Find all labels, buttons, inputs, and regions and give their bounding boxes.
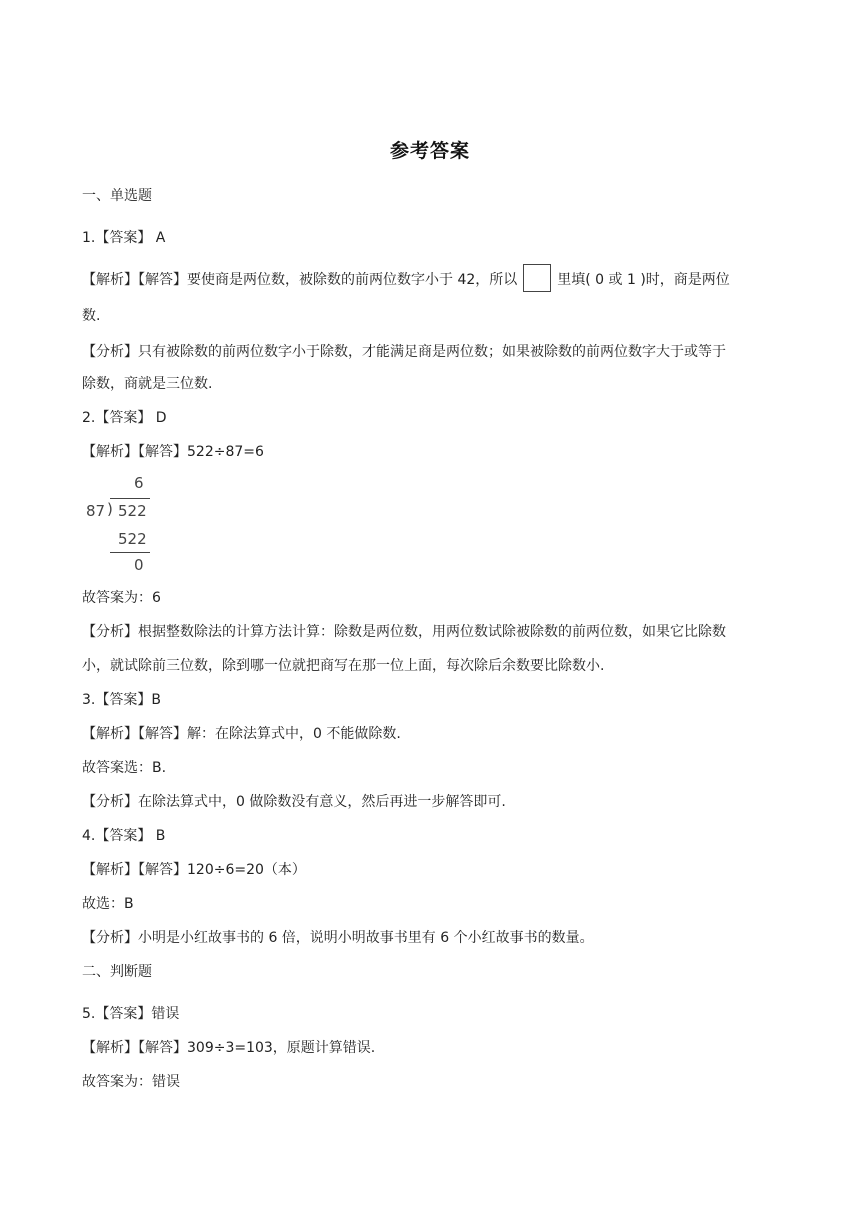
division-remainder: 0 (134, 556, 144, 574)
section-heading-single-choice: 一、单选题 (82, 188, 152, 204)
q3-result: 故答案选：B. (82, 760, 167, 776)
division-bar (110, 498, 150, 499)
division-subtract-line (110, 552, 150, 553)
q4-answer: 4.【答案】 B (82, 828, 166, 844)
division-dividend: 522 (118, 502, 147, 520)
q3-answer: 3.【答案】B (82, 692, 161, 708)
q2-reasoning-line2: 小，就试除前三位数，除到哪一位就把商写在那一位上面，每次除后余数要比除数小. (82, 658, 605, 674)
q5-result: 故答案为：错误 (82, 1074, 180, 1090)
page-title: 参考答案 (389, 140, 470, 162)
q2-result: 故答案为：6 (82, 590, 161, 606)
division-divisor: 87 (86, 502, 106, 520)
q1-answer: 1.【答案】 A (82, 230, 166, 246)
q3-analysis: 【解析】【解答】解：在除法算式中，0 不能做除数. (82, 726, 401, 742)
q1-reasoning-line2: 除数，商就是三位数. (82, 376, 213, 392)
q1-analysis-text-b: 里填( 0 或 1 )时，商是两位 (557, 272, 730, 288)
q2-reasoning-line1: 【分析】根据整数除法的计算方法计算：除数是两位数，用两位数试除被除数的前两位数，如果它比除数 (82, 624, 726, 640)
q4-analysis: 【解析】【解答】120÷6=20（本） (82, 862, 306, 878)
q3-reasoning: 【分析】在除法算式中，0 做除数没有意义，然后再进一步解答即可. (82, 794, 506, 810)
q4-result: 故选：B (82, 896, 134, 912)
q1-analysis-line1 (82, 266, 730, 294)
q5-answer: 5.【答案】错误 (82, 1006, 180, 1022)
q2-analysis: 【解析】【解答】522÷87=6 (82, 444, 264, 460)
q1-reasoning-line1: 【分析】只有被除数的前两位数字小于除数，才能满足商是两位数；如果被除数的前两位数字大于或等于 (82, 344, 726, 360)
long-division-figure (84, 472, 164, 576)
division-quotient: 6 (134, 474, 144, 492)
q1-analysis-line2: 数. (82, 308, 101, 324)
division-product: 522 (118, 530, 147, 548)
blank-box (523, 264, 551, 292)
division-bracket: ) (107, 500, 113, 518)
q5-analysis: 【解析】【解答】309÷3=103，原题计算错误. (82, 1040, 376, 1056)
q2-answer: 2.【答案】 D (82, 410, 167, 426)
q1-analysis-text-a: 【解析】【解答】要使商是两位数，被除数的前两位数字小于 42，所以 (82, 272, 518, 288)
section-heading-true-false: 二、判断题 (82, 964, 152, 980)
q4-reasoning: 【分析】小明是小红故事书的 6 倍，说明小明故事书里有 6 个小红故事书的数量。 (82, 930, 594, 946)
